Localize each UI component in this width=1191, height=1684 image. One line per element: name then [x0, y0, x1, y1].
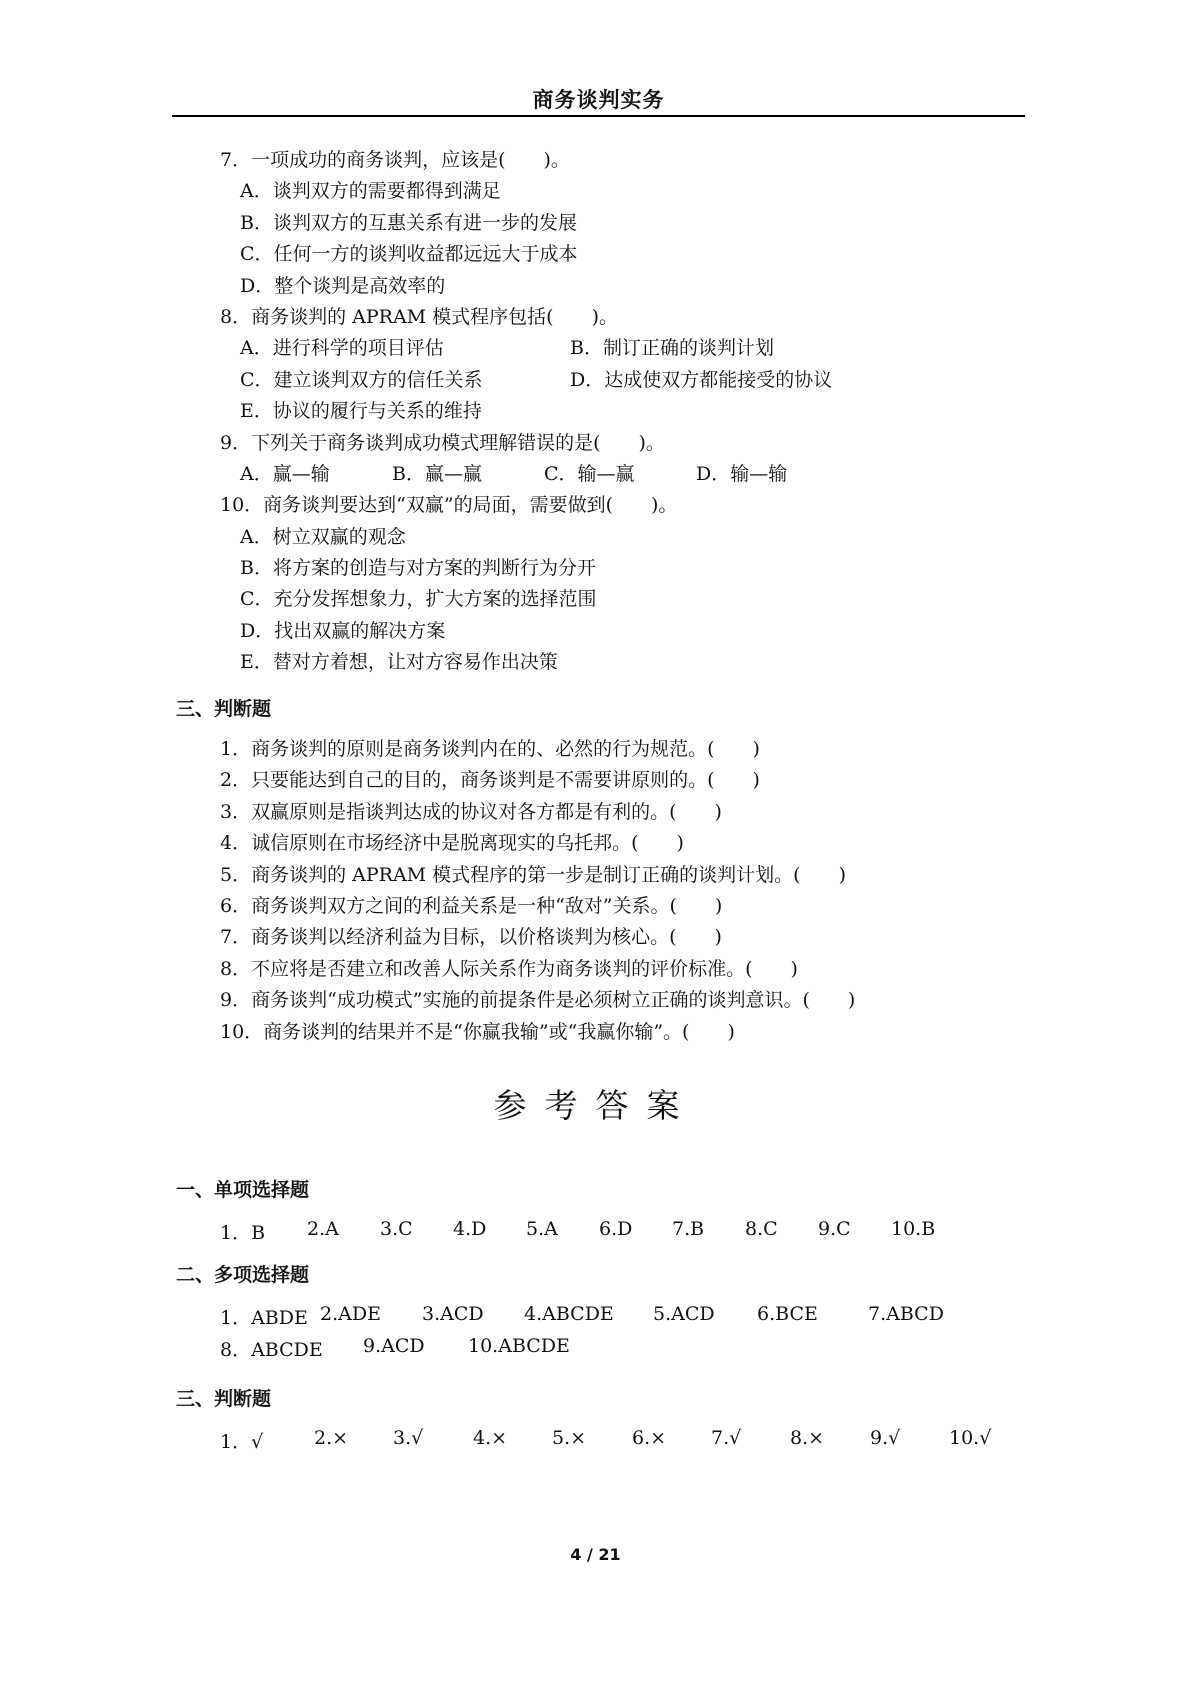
option: D．找出双赢的解决方案 — [240, 619, 446, 642]
answer-item: 10.B — [891, 1218, 936, 1240]
question-stem: 10．商务谈判要达到“双赢”的局面，需要做到( )。 — [220, 494, 678, 517]
option: C．任何一方的谈判收益都远远大于成本 — [240, 243, 578, 266]
option: A．树立双赢的观念 — [240, 525, 406, 548]
option: A．谈判双方的需要都得到满足 — [240, 180, 501, 203]
answer-item: 4.ABCDE — [524, 1303, 614, 1325]
section-heading: 三、判断题 — [176, 1388, 272, 1410]
tf-item: 10．商务谈判的结果并不是“你赢我输”或“我赢你输”。( ) — [220, 1020, 735, 1043]
option-row — [220, 459, 1020, 490]
multiple-choice-questions — [220, 145, 1020, 679]
option: B．谈判双方的互惠关系有进一步的发展 — [240, 211, 577, 234]
answer-item: 6.× — [632, 1427, 667, 1449]
option: A．赢—输 — [240, 462, 330, 485]
section-heading: 一、单项选择题 — [176, 1179, 310, 1201]
option-row — [220, 333, 1020, 364]
section-heading: 二、多项选择题 — [176, 1264, 310, 1286]
option: B．制订正确的谈判计划 — [570, 337, 774, 360]
answer-item: 6.D — [599, 1218, 633, 1240]
answer-item: 7.B — [672, 1218, 705, 1240]
answer-item: 8.× — [790, 1427, 825, 1449]
option: E．协议的履行与关系的维持 — [240, 400, 482, 423]
option: C．充分发挥想象力，扩大方案的选择范围 — [240, 588, 597, 611]
answer-item: 8．ABCDE — [220, 1339, 323, 1361]
section-heading: 三、判断题 — [176, 698, 272, 720]
answer-item: 7.ABCD — [868, 1303, 944, 1325]
answer-item: 3.ACD — [422, 1303, 484, 1325]
answer-item: 1．√ — [220, 1431, 264, 1453]
answer-item: 9.ACD — [363, 1335, 425, 1357]
tf-item: 8．不应将是否建立和改善人际关系作为商务谈判的评价标准。( ) — [220, 957, 798, 980]
answer-item: 4.D — [453, 1218, 487, 1240]
option: A．进行科学的项目评估 — [240, 337, 444, 360]
answer-item: 2.A — [307, 1218, 339, 1240]
answer-item: 5.× — [552, 1427, 587, 1449]
answer-item: 7.√ — [711, 1427, 742, 1449]
option: B．将方案的创造与对方案的判断行为分开 — [240, 557, 596, 580]
tf-item: 1．商务谈判的原则是商务谈判内在的、必然的行为规范。( ) — [220, 738, 760, 760]
answer-item: 2.ADE — [320, 1303, 381, 1325]
true-false-questions — [220, 734, 1020, 1048]
option: D．达成使双方都能接受的协议 — [570, 368, 833, 391]
option: C．建立谈判双方的信任关系 — [240, 368, 483, 391]
answer-item: 1．B — [220, 1222, 266, 1244]
answer-item: 4.× — [473, 1427, 508, 1449]
answer-item: 3.√ — [393, 1427, 424, 1449]
option: E．替对方着想，让对方容易作出决策 — [240, 651, 558, 674]
tf-item: 6．商务谈判双方之间的利益关系是一种“敌对”关系。( ) — [220, 894, 723, 917]
answer-item: 8.C — [745, 1218, 778, 1240]
answer-item: 10.√ — [949, 1427, 992, 1449]
answer-item: 5.A — [526, 1218, 558, 1240]
answer-item: 1．ABDE — [220, 1307, 308, 1329]
header-rule — [172, 115, 1025, 117]
running-header: 商务谈判实务 — [532, 88, 665, 112]
question-stem: 7．一项成功的商务谈判，应该是( )。 — [220, 149, 570, 171]
answers-title: 参考答案 — [493, 1086, 698, 1125]
answer-item: 10.ABCDE — [468, 1335, 570, 1357]
option-row — [220, 365, 1020, 396]
answer-item: 6.BCE — [757, 1303, 818, 1325]
answer-item: 9.√ — [870, 1427, 901, 1449]
tf-item: 3．双赢原则是指谈判达成的协议对各方都是有利的。( ) — [220, 800, 722, 823]
question-stem: 9．下列关于商务谈判成功模式理解错误的是( )。 — [220, 431, 665, 454]
answer-item: 2.× — [314, 1427, 349, 1449]
answer-item: 5.ACD — [653, 1303, 715, 1325]
option: B．赢—赢 — [392, 462, 482, 485]
tf-item: 4．诚信原则在市场经济中是脱离现实的乌托邦。( ) — [220, 832, 684, 855]
option: D．输—输 — [696, 462, 788, 485]
option: D．整个谈判是高效率的 — [240, 274, 446, 297]
tf-item: 5．商务谈判的 APRAM 模式程序的第一步是制订正确的谈判计划。( ) — [220, 863, 846, 886]
tf-item: 2．只要能达到自己的目的，商务谈判是不需要讲原则的。( ) — [220, 769, 760, 792]
answer-item: 3.C — [380, 1218, 413, 1240]
option: C．输—赢 — [544, 462, 635, 485]
page-number: 4 / 21 — [570, 1545, 621, 1564]
tf-item: 9．商务谈判“成功模式”实施的前提条件是必须树立正确的谈判意识。( ) — [220, 989, 856, 1012]
tf-item: 7．商务谈判以经济利益为目标，以价格谈判为核心。( ) — [220, 926, 722, 949]
question-stem: 8．商务谈判的 APRAM 模式程序包括( )。 — [220, 305, 618, 328]
answer-item: 9.C — [818, 1218, 851, 1240]
